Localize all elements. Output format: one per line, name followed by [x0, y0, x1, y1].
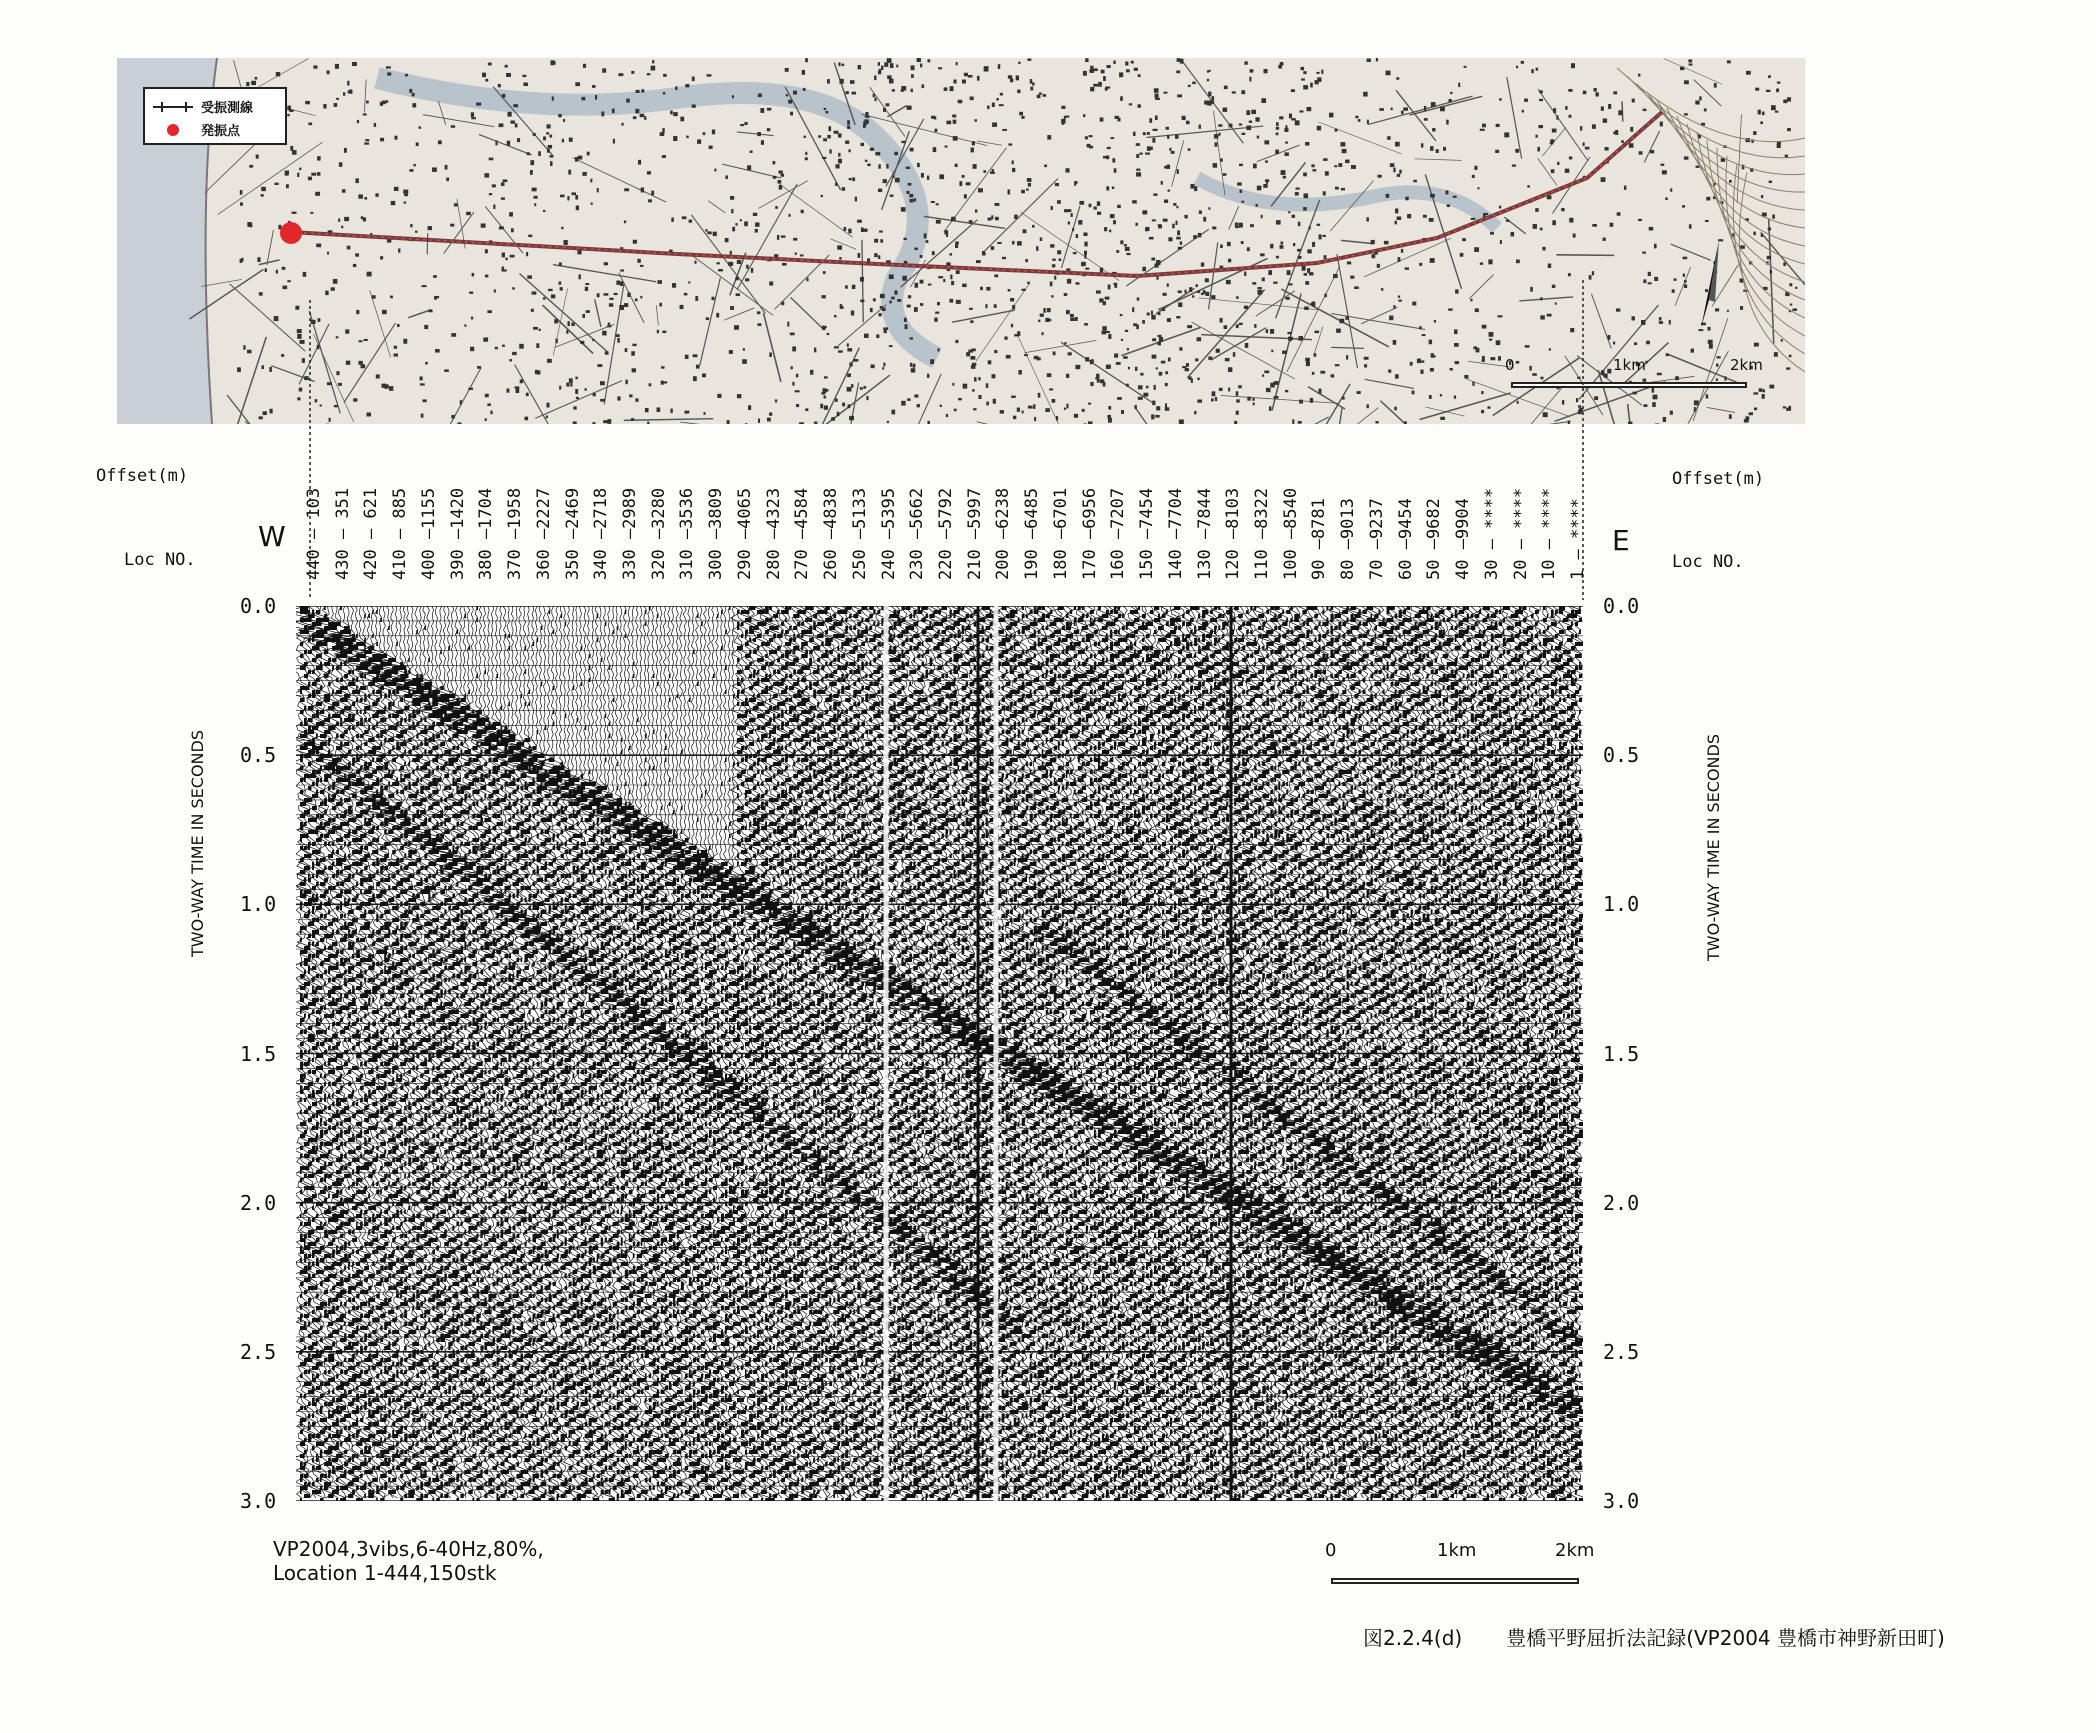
map-scale-2km: 2km: [1730, 356, 1763, 374]
trace-header-32: 120 —8103: [1223, 450, 1243, 580]
map-scale-0: 0: [1505, 356, 1515, 374]
section-scale-2km: 2km: [1555, 1540, 1594, 1561]
section-scale-rule: [1331, 1578, 1579, 1584]
legend-source-label: 発振点: [201, 120, 240, 139]
time-tick-right-5: 2.5: [1603, 1340, 1639, 1364]
legend-receiver-label: 受振測線: [201, 97, 253, 116]
trace-header-17: 270 —4584: [792, 450, 812, 580]
trace-header-1: 430 — 351: [333, 450, 353, 580]
trace-header-41: 30 — ****: [1482, 450, 1502, 580]
trace-header-39: 50 —9682: [1424, 450, 1444, 580]
trace-header-9: 350 —2469: [563, 450, 583, 580]
seismic-section: [296, 606, 1583, 1501]
figure-caption: [1363, 1622, 1945, 1651]
east-label: E: [1612, 524, 1630, 557]
trace-header-11: 330 —2989: [620, 450, 640, 580]
trace-header-31: 130 —7844: [1195, 450, 1215, 580]
section-scale-0: 0: [1325, 1540, 1336, 1561]
trace-header-13: 310 —3536: [677, 450, 697, 580]
trace-header-44: 1 — ****: [1568, 450, 1588, 580]
trace-header-8: 360 —2227: [534, 450, 554, 580]
trace-header-21: 230 —5662: [907, 450, 927, 580]
trace-header-0: 440 — 103: [304, 450, 324, 580]
section-scale-1km: 1km: [1437, 1540, 1476, 1561]
trace-header-29: 150 —7454: [1137, 450, 1157, 580]
loc-label-right: Loc NO.: [1672, 552, 1744, 572]
trace-header-10: 340 —2718: [591, 450, 611, 580]
trace-header-40: 40 —9904: [1453, 450, 1473, 580]
time-tick-left-6: 3.0: [240, 1489, 276, 1513]
time-tick-right-4: 2.0: [1603, 1191, 1639, 1215]
figure-number: 図2.2.4(d): [1363, 1626, 1462, 1650]
time-tick-left-2: 1.0: [240, 892, 276, 916]
trace-header-30: 140 —7704: [1166, 450, 1186, 580]
trace-header-34: 100 —8540: [1281, 450, 1301, 580]
acquisition-line-1: VP2004,3vibs,6-40Hz,80%,: [273, 1537, 544, 1561]
trace-header-25: 190 —6485: [1022, 450, 1042, 580]
time-tick-left-0: 0.0: [240, 594, 276, 618]
time-tick-right-1: 0.5: [1603, 743, 1639, 767]
trace-header-35: 90 —8781: [1309, 450, 1329, 580]
trace-header-14: 300 —3809: [706, 450, 726, 580]
trace-header-18: 260 —4838: [821, 450, 841, 580]
map-scale-1km: 1km: [1613, 356, 1646, 374]
time-tick-left-1: 0.5: [240, 743, 276, 767]
trace-header-19: 250 —5133: [850, 450, 870, 580]
trace-header-42: 20 — ****: [1511, 450, 1531, 580]
time-tick-left-5: 2.5: [240, 1340, 276, 1364]
time-tick-left-3: 1.5: [240, 1042, 276, 1066]
trace-header-28: 160 —7207: [1108, 450, 1128, 580]
trace-header-22: 220 —5792: [936, 450, 956, 580]
trace-header-26: 180 —6701: [1051, 450, 1071, 580]
west-label: W: [258, 520, 286, 553]
loc-label-left: Loc NO.: [124, 550, 196, 570]
time-tick-left-4: 2.0: [240, 1191, 276, 1215]
trace-header-columns: [300, 450, 1580, 580]
trace-header-6: 380 —1704: [476, 450, 496, 580]
trace-header-2: 420 — 621: [361, 450, 381, 580]
trace-header-38: 60 —9454: [1396, 450, 1416, 580]
time-tick-right-6: 3.0: [1603, 1489, 1639, 1513]
trace-header-7: 370 —1958: [505, 450, 525, 580]
trace-header-33: 110 —8322: [1252, 450, 1272, 580]
offset-label-right: Offset(m): [1672, 469, 1764, 489]
time-axis-label-left: TWO-WAY TIME IN SECONDS: [188, 730, 207, 957]
trace-header-20: 240 —5395: [879, 450, 899, 580]
trace-header-4: 400 —1155: [419, 450, 439, 580]
time-axis-label-right: TWO-WAY TIME IN SECONDS: [1704, 734, 1723, 961]
trace-header-43: 10 — ****: [1539, 450, 1559, 580]
figure-title: 豊橋平野屈折法記録(VP2004 豊橋市神野新田町): [1506, 1626, 1945, 1650]
trace-header-27: 170 —6956: [1080, 450, 1100, 580]
trace-header-37: 70 —9237: [1367, 450, 1387, 580]
trace-header-24: 200 —6238: [993, 450, 1013, 580]
trace-header-3: 410 — 885: [390, 450, 410, 580]
time-tick-right-2: 1.0: [1603, 892, 1639, 916]
trace-header-16: 280 —4323: [764, 450, 784, 580]
trace-header-12: 320 —3280: [649, 450, 669, 580]
time-tick-right-3: 1.5: [1603, 1042, 1639, 1066]
trace-header-5: 390 —1420: [448, 450, 468, 580]
trace-header-36: 80 —9013: [1338, 450, 1358, 580]
section-scale-bar: [1325, 1540, 1605, 1600]
trace-header-15: 290 —4065: [735, 450, 755, 580]
acquisition-line-2: Location 1-444,150stk: [273, 1561, 544, 1585]
seismic-traces: [296, 606, 1583, 1501]
time-tick-right-0: 0.0: [1603, 594, 1639, 618]
trace-header-23: 210 —5997: [965, 450, 985, 580]
offset-label-left: Offset(m): [96, 466, 188, 486]
acquisition-info: [273, 1537, 544, 1585]
